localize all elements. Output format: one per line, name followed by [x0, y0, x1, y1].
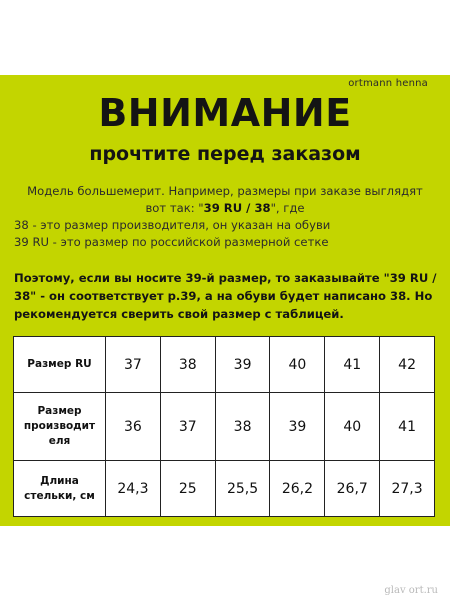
- table-cell: 40: [325, 393, 380, 461]
- table-cell: 24,3: [106, 461, 161, 517]
- intro-text: [14, 183, 436, 251]
- page-title: ВНИМАНИЕ: [98, 91, 352, 135]
- row-header-manufacturer-size: [14, 393, 106, 461]
- table-cell: 40: [270, 337, 325, 393]
- table-cell: 27,3: [380, 461, 435, 517]
- table-cell: 41: [325, 337, 380, 393]
- table-row: [14, 461, 435, 517]
- row-header-text: Размер: [37, 405, 82, 417]
- row-header-size-ru: [14, 337, 106, 393]
- table-cell: 37: [106, 337, 161, 393]
- intro-size-example: 39 RU / 38: [203, 201, 271, 215]
- table-cell: 25,5: [215, 461, 270, 517]
- table-cell: 41: [380, 393, 435, 461]
- table-cell: 25: [160, 461, 215, 517]
- brand-label: ortmann henna: [348, 78, 428, 89]
- intro-line-1: Модель большемерит. Например, размеры при заказе выглядят: [27, 184, 423, 198]
- table-cell: 38: [160, 337, 215, 393]
- intro-line-2: [14, 200, 436, 217]
- table-cell: 26,7: [325, 461, 380, 517]
- watermark: glav ort.ru: [384, 585, 438, 596]
- intro-line-4: 39 RU - это размер по российской размерной сетке: [14, 235, 329, 249]
- intro-line-2-suffix: ", где: [270, 201, 305, 215]
- table-cell: 42: [380, 337, 435, 393]
- row-header-insole-length: [14, 461, 106, 517]
- info-panel: [0, 75, 450, 526]
- intro-line-3: 38 - это размер производителя, он указан на обуви: [14, 218, 331, 232]
- row-header-text: производит: [23, 420, 96, 432]
- row-header-text: стельки, см: [24, 489, 95, 502]
- row-header-text: еля: [48, 435, 71, 447]
- page-subtitle: прочтите перед заказом: [89, 143, 361, 165]
- table-cell: 26,2: [270, 461, 325, 517]
- size-table: [13, 336, 435, 517]
- table-row: [14, 337, 435, 393]
- table-cell: 39: [270, 393, 325, 461]
- row-header-text: RU: [75, 358, 92, 370]
- table-cell: 37: [160, 393, 215, 461]
- table-cell: 38: [215, 393, 270, 461]
- row-header-text: Размер: [27, 358, 76, 370]
- intro-line-2-prefix: вот так: ": [145, 201, 204, 215]
- table-cell: 39: [215, 337, 270, 393]
- warning-text: Поэтому, если вы носите 39-й размер, то заказывайте "39 RU / 38" - он соответствует р.39, а на обуви будет написано 38. Но рекомендуется сверить свой размер с таблицей.: [14, 271, 437, 321]
- table-row: [14, 393, 435, 461]
- row-header-text: Длина: [40, 474, 79, 487]
- table-cell: 36: [106, 393, 161, 461]
